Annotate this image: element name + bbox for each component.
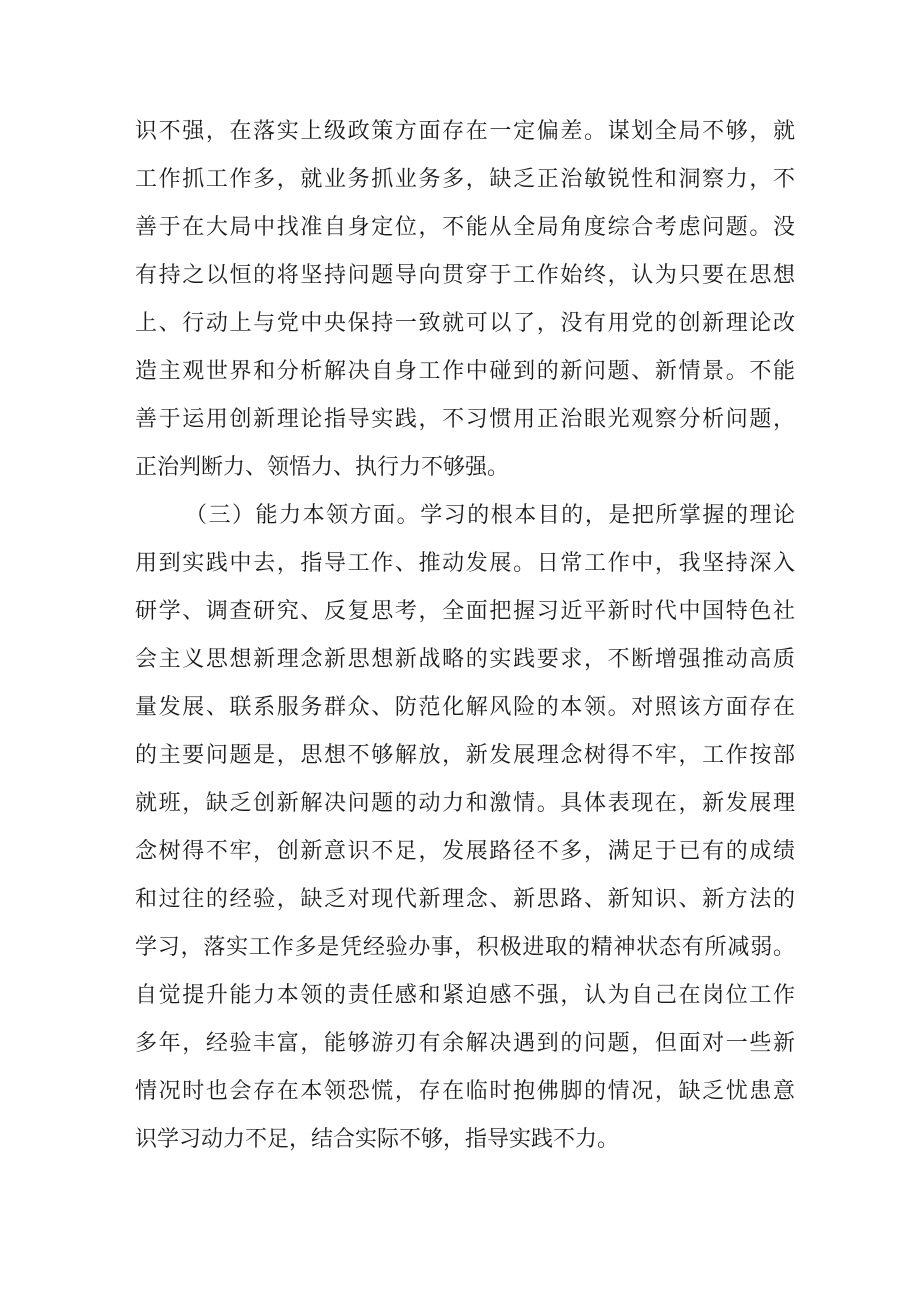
text-line: 造主观世界和分析解决自身工作中碰到的新问题、新情景。不能	[135, 359, 795, 384]
text-line: 就班，缺乏创新解决问题的动力和激情。具体表现在，新发展理	[135, 791, 795, 816]
text-line: 识不强，在落实上级政策方面存在一定偏差。谋划全局不够，就	[135, 119, 795, 144]
text-line: 识学习动力不足，结合实际不够，指导实践不力。	[135, 1127, 620, 1152]
paragraph-political-awareness	[135, 108, 795, 492]
text-line: 善于在大局中找准自身定位，不能从全局角度综合考虑问题。没	[135, 215, 795, 240]
text-line: 有持之以恒的将坚持问题导向贯穿于工作始终，认为只要在思想	[135, 263, 795, 288]
text-line: 自觉提升能力本领的责任感和紧迫感不强，认为自己在岗位工作	[135, 983, 795, 1008]
document-body	[135, 108, 795, 1164]
text-line: 量发展、联系服务群众、防范化解风险的本领。对照该方面存在	[135, 695, 795, 720]
text-line: 会主义思想新理念新思想新战略的实践要求，不断增强推动高质	[135, 647, 795, 672]
text-line: 善于运用创新理论指导实践，不习惯用正治眼光观察分析问题，	[135, 407, 795, 432]
text-line: 工作抓工作多，就业务抓业务多，缺乏正治敏锐性和洞察力，不	[135, 167, 795, 192]
text-line: 的主要问题是，思想不够解放，新发展理念树得不牢，工作按部	[135, 743, 795, 768]
text-line: 学习，落实工作多是凭经验办事，积极进取的精神状态有所减弱。	[135, 935, 795, 960]
text-line: 和过往的经验，缺乏对现代新理念、新思路、新知识、新方法的	[135, 887, 795, 912]
text-line: 念树得不牢，创新意识不足，发展路径不多，满足于已有的成绩	[135, 839, 795, 864]
paragraph-ability-skills	[135, 492, 795, 1164]
text-line: 多年，经验丰富，能够游刃有余解决遇到的问题，但面对一些新	[135, 1031, 795, 1056]
text-line: 上、行动上与党中央保持一致就可以了，没有用党的创新理论改	[135, 311, 795, 336]
text-line: 用到实践中去，指导工作、推动发展。日常工作中，我坚持深入	[135, 551, 795, 576]
text-line: 情况时也会存在本领恐慌，存在临时抱佛脚的情况，缺乏忧患意	[135, 1079, 795, 1104]
text-line: 研学、调查研究、反复思考，全面把握习近平新时代中国特色社	[135, 599, 795, 624]
section-heading-line: （三）能力本领方面。学习的根本目的，是把所掌握的理论	[185, 503, 795, 528]
text-line: 正治判断力、领悟力、执行力不够强。	[135, 455, 510, 480]
